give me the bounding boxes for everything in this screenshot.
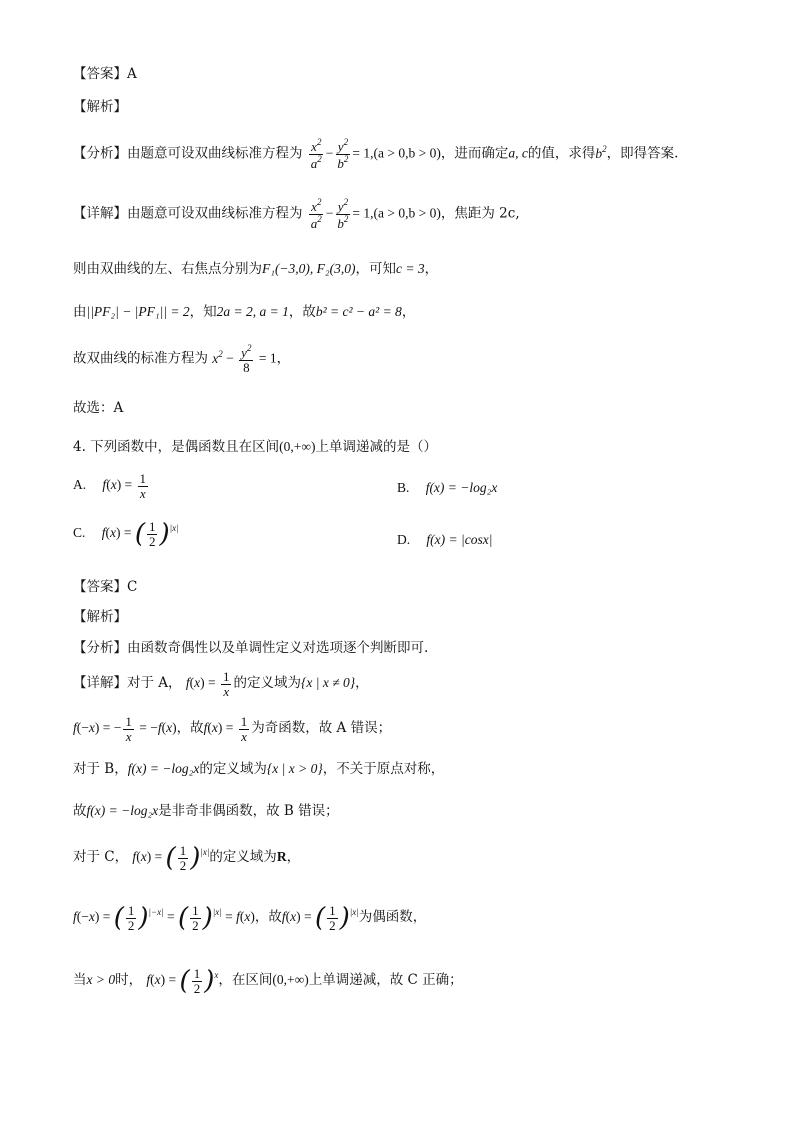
forC-line bbox=[73, 844, 300, 872]
forB-b: 的定义域为 bbox=[199, 761, 267, 777]
forA-c: ， bbox=[355, 675, 369, 692]
fC-neg-expr: f(−x) = ( $\frac{1}{2}$ )$^{|-x|}$ = ( $\frac{1}{2}$ )$^{|x|}$ = f(x) bbox=[73, 903, 255, 934]
detail-text-b: ，焦距为 2c, bbox=[440, 205, 520, 222]
when-b: 时， bbox=[115, 972, 143, 989]
a-values: 2a = 2, a = 1 bbox=[216, 304, 289, 319]
you-text-a: 由 bbox=[73, 304, 87, 320]
when-c: ，在区间 bbox=[218, 972, 273, 989]
q4-interval: (0,+∞) bbox=[279, 439, 316, 454]
when-line bbox=[73, 967, 463, 995]
gu-b-line bbox=[73, 804, 339, 819]
eq-text-a: 故双曲线的标准方程为 bbox=[73, 350, 208, 367]
evenC-a: ，故 bbox=[254, 909, 282, 926]
detail-tag: 【详解】 bbox=[73, 205, 127, 222]
frac-x2-a2-2: $\frac{x^2}{a^2}$ bbox=[310, 197, 322, 231]
fA-neg-expr: f(−x) = − $\frac{1}{x}$ = −f(x) bbox=[73, 714, 177, 744]
fenxi-text-a: 由题意可设双曲线标准方程为 bbox=[127, 145, 303, 162]
oddA-b: 为奇函数，故 A 错误； bbox=[251, 720, 392, 737]
forB-line bbox=[73, 762, 444, 777]
forC-c: ， bbox=[286, 849, 301, 866]
fA-expr-2: f(x) = $\frac{1}{x}$ bbox=[203, 714, 248, 744]
ac-symbols: a, c bbox=[508, 145, 528, 161]
option-b-label: B. bbox=[397, 480, 410, 495]
abs-equation: ||PF₂| − |PF₁|| = 2 bbox=[86, 304, 190, 319]
when-cond: x > 0 bbox=[86, 972, 116, 988]
option-a-label: A. bbox=[73, 477, 87, 493]
foci-text-a: 则由双曲线的左、右焦点分别为 bbox=[73, 261, 262, 277]
even-c-line bbox=[73, 904, 426, 932]
option-c bbox=[73, 520, 179, 548]
fB-expr: f(x) = −log₂x bbox=[127, 761, 200, 776]
answer-value: A bbox=[127, 66, 137, 82]
foci-line bbox=[73, 262, 438, 277]
option-d-label: D. bbox=[397, 532, 411, 547]
fenxi-line-prev: 【分析】由题意可设双曲线标准方程为 $\frac{x^2}{a^2}$ − $\frac{y^2}{b^2}$ = 1,(a > 0,b > 0)，进而确定a, c的值，求得$b^2$，即得答案. bbox=[73, 137, 679, 171]
answer-tag: 【答案】 bbox=[73, 66, 127, 82]
domain-b: {x | x > 0} bbox=[266, 761, 323, 776]
fenxi-text-b: ，进而确定 bbox=[440, 145, 509, 162]
q4-stem bbox=[73, 440, 437, 455]
eq-text-b: ， bbox=[276, 350, 291, 367]
domain-a: {x | x ≠ 0} bbox=[300, 675, 356, 691]
frac-x2-a2: $\frac{x^2}{a^2}$ bbox=[310, 137, 322, 171]
fenxi-text-c: 的值，求得 bbox=[527, 145, 596, 162]
option-c-expr: f(x) = ( $\frac{1}{2}$ )$^{|x|}$ bbox=[101, 519, 179, 550]
forA-a: 对于 A， bbox=[127, 675, 182, 692]
fB-expr-2: f(x) = −log₂x bbox=[86, 803, 159, 818]
you-text-d: ， bbox=[401, 304, 416, 320]
when-interval: (0,+∞) bbox=[272, 972, 309, 988]
hyperbola-condition-2: = 1,(a > 0,b > 0) bbox=[352, 205, 441, 221]
choice-line-prev: 故选：A bbox=[73, 400, 124, 416]
detail-line-prev: 【详解】由题意可设双曲线标准方程为 $\frac{x^2}{a^2}$ − $\frac{y^2}{b^2}$ = 1,(a > 0,b > 0)，焦距为 2c, bbox=[73, 197, 520, 231]
foci-expr: F₁(−3,0), F₂(3,0) bbox=[262, 261, 356, 276]
option-c-label: C. bbox=[73, 525, 86, 541]
you-text-c: ，故 bbox=[288, 304, 316, 320]
you-text-b: ，知 bbox=[189, 304, 217, 320]
x-squared: $x^2$ bbox=[212, 348, 223, 366]
fC-expr-3: f(x) = ( $\frac{1}{2}$ )$^x$ bbox=[146, 966, 219, 997]
detail-tag-q4: 【详解】 bbox=[73, 675, 127, 692]
option-a bbox=[73, 472, 150, 500]
evenC-b: 为偶函数， bbox=[358, 909, 427, 926]
equation-line: 故双曲线的标准方程为 $x^2$ − $\frac{y^2}{8}$ = 1， bbox=[73, 343, 291, 375]
detail-a-line bbox=[73, 670, 369, 698]
q4-stem-b: 上单调递减的是（） bbox=[315, 439, 438, 455]
c-value: c = 3 bbox=[395, 261, 425, 276]
analysis-heading-prev: 【解析】 bbox=[73, 99, 127, 115]
frac-y2-8: $\frac{y^2}{8}$ bbox=[241, 343, 252, 375]
q4-stem-a: 4. 下列函数中，是偶函数且在区间 bbox=[73, 439, 280, 455]
fenxi-tag: 【分析】 bbox=[73, 145, 127, 162]
answer-line-prev bbox=[73, 68, 137, 82]
option-d bbox=[397, 533, 492, 548]
answer-value-q4: C bbox=[127, 579, 138, 595]
foci-text-c: ， bbox=[424, 261, 439, 277]
option-d-expr: f(x) = |cosx| bbox=[426, 532, 493, 547]
fC-expr-2: f(x) = ( $\frac{1}{2}$ )$^{|x|}$ bbox=[281, 903, 359, 934]
answer-tag-q4: 【答案】 bbox=[73, 579, 127, 595]
hyperbola-condition: = 1,(a > 0,b > 0) bbox=[352, 145, 441, 161]
gu-a: 故 bbox=[73, 803, 87, 819]
analysis-heading-q4: 【解析】 bbox=[73, 609, 127, 625]
odd-a-line bbox=[73, 715, 391, 743]
fenxi-line-q4 bbox=[73, 642, 428, 656]
b-equation: b² = c² − a² = 8 bbox=[315, 304, 402, 319]
forB-a: 对于 B， bbox=[73, 761, 128, 777]
fenxi-text-q4: 由函数奇偶性以及单调性定义对选项逐个判断即可. bbox=[127, 640, 429, 656]
oddA-a: ，故 bbox=[176, 720, 204, 737]
frac-y2-b2: $\frac{y^2}{b^2}$ bbox=[337, 137, 349, 171]
when-a: 当 bbox=[73, 972, 87, 989]
b-squared: $b^2$ bbox=[595, 143, 607, 161]
option-b-expr: f(x) = −log₂x bbox=[425, 480, 498, 495]
a-b-line bbox=[73, 305, 415, 320]
forC-b: 的定义域为 bbox=[209, 849, 277, 866]
forB-c: ，不关于原点对称， bbox=[322, 761, 445, 777]
foci-text-b: ，可知 bbox=[355, 261, 396, 277]
detail-text-a: 由题意可设双曲线标准方程为 bbox=[127, 205, 303, 222]
fC-expr: f(x) = ( $\frac{1}{2}$ )$^{|x|}$ bbox=[132, 843, 210, 874]
gu-b: 是非奇非偶函数，故 B 错误； bbox=[158, 803, 339, 819]
option-b bbox=[397, 481, 497, 496]
forC-a: 对于 C， bbox=[73, 849, 129, 866]
fenxi-text-d: ，即得答案. bbox=[606, 145, 679, 162]
answer-line-q4 bbox=[73, 581, 137, 595]
option-a-expr: f(x) = $\frac{1}{x}$ bbox=[102, 471, 147, 501]
fenxi-tag-q4: 【分析】 bbox=[73, 640, 127, 656]
when-d: 上单调递减，故 C 正确； bbox=[308, 972, 463, 989]
real-set: R bbox=[276, 849, 287, 865]
fA-expr: f(x) = $\frac{1}{x}$ bbox=[185, 669, 230, 699]
frac-y2-b2-2: $\frac{y^2}{b^2}$ bbox=[337, 197, 349, 231]
forA-b: 的定义域为 bbox=[233, 675, 301, 692]
